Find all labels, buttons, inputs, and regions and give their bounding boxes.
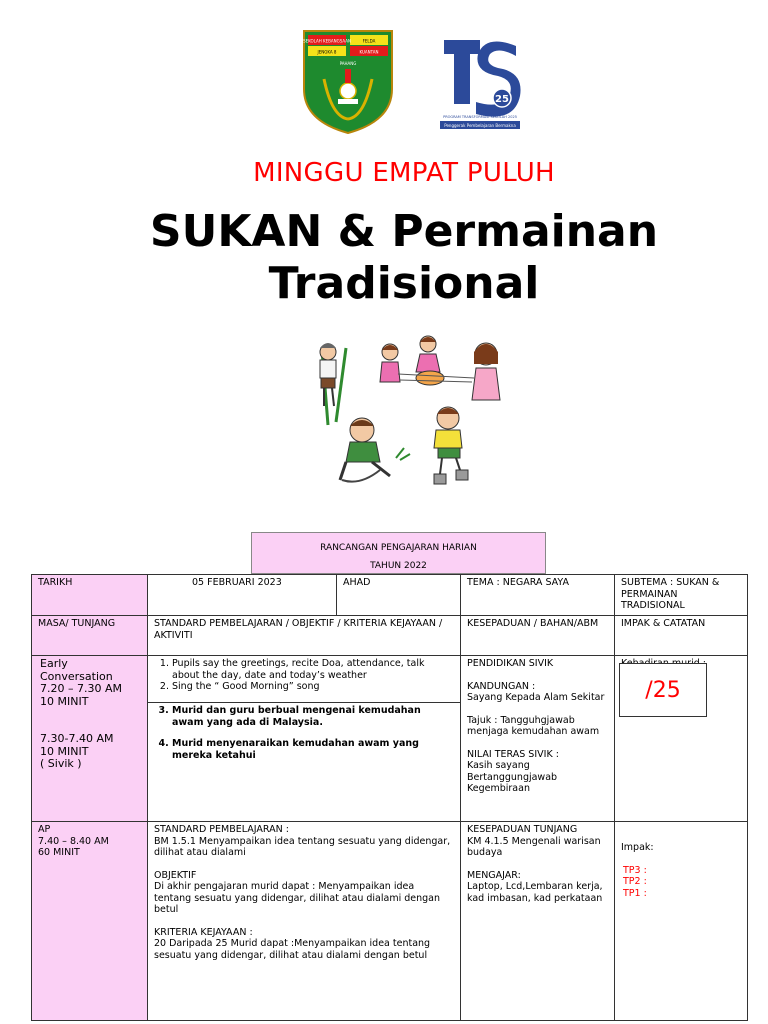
shield-label-1: SEKOLAH KEBANGSAAN <box>303 38 351 44</box>
text-line: BM 1.5.1 Menyampaikan idea tentang sesuatu yang didengar, dilihat atau dialami <box>154 835 451 858</box>
time-line: ( Sivik ) <box>40 757 82 770</box>
ap-impak-cell <box>614 821 748 1021</box>
day-value: AHAD <box>343 577 371 588</box>
text-line: Kasih sayang <box>467 760 530 771</box>
list-item: 1. Pupils say the greetings, recite Doa, attendance, talk about the day, date and today’s weather <box>172 658 454 681</box>
time-line: 7.20 – 7.30 AM <box>40 682 122 695</box>
tp-line: TP1 : <box>623 887 647 899</box>
tarikh-label-cell <box>31 574 148 616</box>
tp-line: TP2 : <box>623 876 647 887</box>
text-line: Tajuk : Tangguhgjawab menjaga kemudahan awam <box>467 714 600 737</box>
masa-header-cell <box>31 615 148 656</box>
shield-label-3: JENGKA 8 <box>317 49 337 55</box>
time-line: 7.30-7.40 AM <box>40 732 114 745</box>
day-cell <box>336 574 461 616</box>
subtema-value: SUBTEMA : SUKAN & PERMAINAN TRADISIONAL <box>621 577 720 611</box>
list-item: 3. Murid dan guru berbual mengenai kemudahan awam yang ada di Malaysia. <box>172 705 454 728</box>
text-line: STANDARD PEMBELAJARAN : <box>154 824 289 835</box>
standard-header-cell <box>147 615 461 656</box>
main-title <box>0 206 768 310</box>
time-line: 60 MINIT <box>38 847 80 858</box>
sivik-activity-cell <box>147 702 461 822</box>
text-line: OBJEKTIF <box>154 869 197 881</box>
text-line: Di akhir pengajaran murid dapat : Menyampaikan idea tentang sesuatu yang didengar, dilihat atau dialami dengan betul <box>154 881 441 915</box>
shield-label-2: FELDA <box>362 38 376 44</box>
text-line: Sayang Kepada Alam Sekitar <box>467 692 605 703</box>
impak-label: Impak: <box>621 842 654 853</box>
impak-header-cell <box>614 615 748 656</box>
date-cell <box>147 574 337 616</box>
text-line: KANDUNGAN : <box>467 680 536 692</box>
standard-header: STANDARD PEMBELAJARAN / OBJEKTIF / KRITERIA KEJAYAAN / AKTIVITI <box>154 618 443 641</box>
ap-kesepaduan-cell <box>460 821 615 1021</box>
main-title-line1: SUKAN & Permainan <box>149 206 659 257</box>
text-line: KM 4.1.5 Mengenali warisan budaya <box>467 835 601 858</box>
text-line: PENDIDIKAN SIVIK <box>467 658 554 669</box>
week-title: MINGGU EMPAT PULUH <box>253 158 555 188</box>
shield-label-5: PAHANG <box>339 61 357 66</box>
plan-header-year: TAHUN 2022 <box>370 561 427 571</box>
text-line: MENGAJAR: <box>467 869 521 881</box>
time-line: Conversation <box>40 669 113 683</box>
time-line: Early <box>40 657 68 670</box>
text-line: Bertanggungjawab <box>467 771 558 783</box>
ts-number: 25 <box>495 94 509 105</box>
time-line: 10 MINIT <box>40 744 89 758</box>
ts-line1: PROGRAM TRANSFORMASI SEKOLAH 2025 <box>443 115 517 119</box>
kesepaduan-header: KESEPADUAN / BAHAN/ABM <box>467 618 599 629</box>
subtema-cell <box>614 574 748 616</box>
list-item: 4. Murid menyenaraikan kemudahan awam yang mereka ketahui <box>172 738 454 761</box>
time-line: AP <box>38 824 51 835</box>
masa-header: MASA/ TUNJANG <box>38 618 116 629</box>
tarikh-label: TARIKH <box>38 577 73 588</box>
attendance-score-box <box>619 663 707 717</box>
tema-value: TEMA : NEGARA SAYA <box>467 577 569 588</box>
text-line: Kegembiraan <box>467 783 530 794</box>
ts-line2: Penggerak Pembelajaran Bermakna <box>444 123 516 128</box>
plan-header-title: RANCANGAN PENGAJARAN HARIAN <box>320 543 477 553</box>
sivik-kesepaduan-cell <box>460 655 615 822</box>
kesepaduan-header-cell <box>460 615 615 656</box>
tp-line: TP3 : <box>623 864 647 876</box>
ts25-logo <box>436 32 524 132</box>
ap-time-cell <box>31 821 148 1021</box>
impak-header: IMPAK & CATATAN <box>621 618 706 629</box>
plan-header <box>251 532 546 574</box>
main-title-line2: Tradisional <box>268 258 540 309</box>
list-item: 2. Sing the “ Good Morning” song <box>172 681 454 693</box>
school-shield-logo <box>302 29 394 135</box>
date-value: 05 FEBRUARI 2023 <box>192 577 282 588</box>
shield-label-4: KUANTAN <box>359 49 379 55</box>
time-line: 10 MINIT <box>40 694 89 708</box>
text-line: Laptop, Lcd,Lembaran kerja, kad imbasan, kad perkataan <box>467 881 603 904</box>
text-line: NILAI TERAS SIVIK : <box>467 748 559 760</box>
children-playing-illustration <box>300 330 515 495</box>
ap-standard-cell <box>147 821 461 1021</box>
time-line: 7.40 – 8.40 AM <box>38 835 109 847</box>
text-line: KESEPADUAN TUNJANG <box>467 824 578 835</box>
early-conversation-time-cell <box>31 655 148 822</box>
text-line: KRITERIA KEJAYAAN : <box>154 926 253 938</box>
greetings-activity-cell <box>147 655 461 703</box>
tema-cell <box>460 574 615 616</box>
attendance-score: /25 <box>645 678 681 703</box>
text-line: 20 Daripada 25 Murid dapat :Menyampaikan idea tentang sesuatu yang didengar, dilihat atau dialami dengan betul <box>154 938 431 961</box>
